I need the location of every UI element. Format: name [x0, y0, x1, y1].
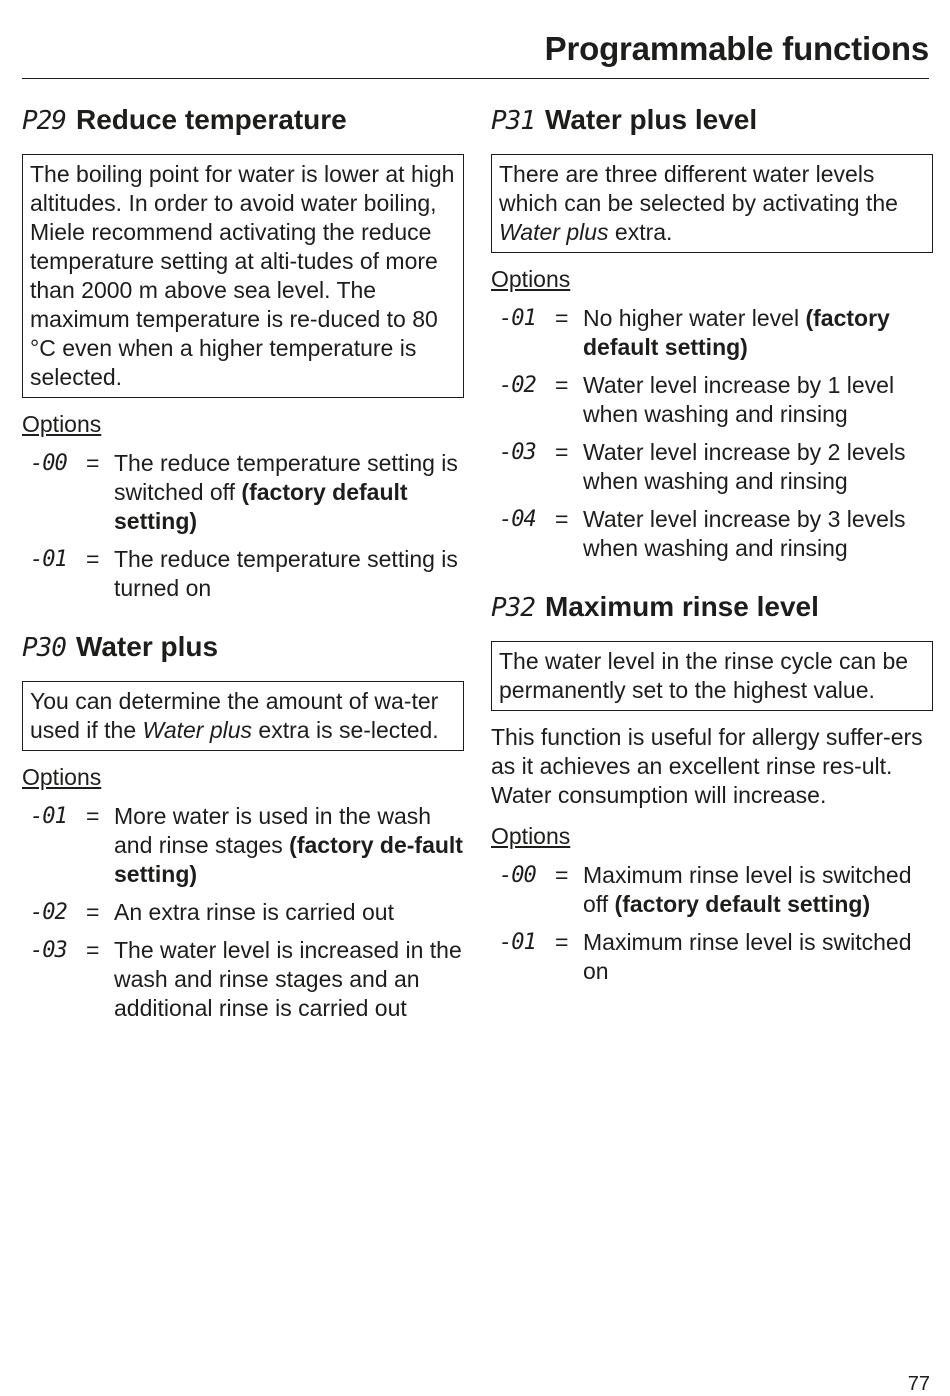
option-row	[491, 505, 933, 563]
option-code: -01	[499, 930, 536, 955]
option-equals: =	[86, 546, 100, 572]
option-description	[583, 438, 933, 496]
factory-default-note: (factory de-fault setting)	[114, 832, 463, 887]
option-list	[491, 861, 933, 986]
options-label: Options	[22, 411, 102, 437]
function-code: P31	[491, 106, 535, 136]
section-p30	[22, 625, 464, 1023]
option-description	[583, 861, 933, 919]
option-description	[114, 449, 464, 536]
option-text: Water level increase by 2 levels when washing and rinsing	[583, 439, 906, 494]
option-equals: =	[86, 450, 100, 476]
option-code: -04	[499, 507, 536, 532]
option-text: The reduce temperature setting is turned on	[114, 546, 458, 601]
section-p29	[22, 98, 464, 603]
page-header	[22, 28, 929, 79]
info-text: There are three different water levels which can be selected by activating the	[499, 161, 898, 216]
section-heading-p31	[491, 98, 933, 142]
info-box: The boiling point for water is lower at high altitudes. In order to avoid water boiling, Miele recommend activating the reduce temperature setting at alti-tudes of more than 2000 m above sea level. The maximum temperature is re-duced to 80 °C even when a higher temperature is selected.	[22, 154, 464, 398]
section-p32	[491, 585, 933, 986]
option-description	[583, 371, 933, 429]
option-equals: =	[555, 862, 569, 888]
option-text: More water is used in the wash and rinse stages	[114, 803, 432, 858]
option-equals: =	[555, 372, 569, 398]
function-code: P29	[22, 106, 66, 136]
info-text: extra.	[608, 219, 673, 245]
info-text-italic: Water plus	[499, 219, 609, 245]
left-column	[22, 98, 464, 1045]
option-description	[583, 928, 933, 986]
info-text-italic: Water plus	[142, 717, 253, 743]
section-heading-p30	[22, 625, 464, 669]
section-title: Maximum rinse level	[544, 591, 819, 622]
option-code: -03	[499, 440, 536, 465]
option-row	[491, 304, 933, 362]
section-title: Water plus level	[544, 104, 758, 135]
option-description	[114, 545, 464, 603]
option-equals: =	[555, 305, 569, 331]
option-equals: =	[555, 506, 569, 532]
info-box	[491, 154, 933, 253]
option-description	[114, 802, 464, 889]
option-row	[22, 936, 464, 1023]
option-text: Water level increase by 3 levels when washing and rinsing	[583, 506, 906, 561]
section-heading-p32	[491, 585, 933, 629]
option-code: -02	[499, 373, 536, 398]
option-list	[22, 449, 464, 603]
option-description	[583, 304, 933, 362]
option-row	[491, 438, 933, 496]
options-label: Options	[491, 823, 571, 849]
option-text: Maximum rinse level is switched on	[583, 929, 912, 984]
options-label: Options	[22, 764, 102, 790]
option-row	[491, 928, 933, 986]
option-row	[22, 802, 464, 889]
option-description	[583, 505, 933, 563]
info-box: The water level in the rinse cycle can be permanently set to the highest value.	[491, 641, 933, 711]
description-paragraph: This function is useful for allergy suffer-ers as it achieves an excellent rinse res-ult. Water consumption will increase.	[491, 724, 923, 808]
option-equals: =	[86, 899, 100, 925]
function-code: P30	[22, 633, 66, 663]
option-row	[491, 371, 933, 429]
option-description	[114, 936, 464, 1023]
option-text: No higher water level	[583, 305, 806, 331]
options-label: Options	[491, 266, 571, 292]
section-title: Reduce temperature	[75, 104, 347, 135]
option-code: -01	[499, 306, 536, 331]
option-row	[22, 449, 464, 536]
option-list	[22, 802, 464, 1023]
section-p31	[491, 98, 933, 563]
option-row	[491, 861, 933, 919]
function-code: P32	[491, 593, 535, 623]
section-title: Water plus	[75, 631, 219, 662]
factory-default-note: (factory default setting)	[114, 479, 408, 534]
option-code: -03	[30, 938, 67, 963]
option-equals: =	[86, 937, 100, 963]
option-code: -00	[30, 451, 67, 476]
option-equals: =	[555, 439, 569, 465]
option-code: -02	[30, 900, 67, 925]
page-title: Programmable functions	[544, 30, 929, 67]
option-code: -01	[30, 547, 67, 572]
info-text: extra is se-lected.	[252, 717, 439, 743]
option-text: An extra rinse is carried out	[114, 899, 394, 925]
option-row	[22, 545, 464, 603]
option-row	[22, 898, 464, 927]
section-heading-p29	[22, 98, 464, 142]
right-column	[491, 98, 933, 1008]
option-list	[491, 304, 933, 563]
info-box	[22, 681, 464, 751]
option-text: Water level increase by 1 level when washing and rinsing	[583, 372, 895, 427]
option-equals: =	[555, 929, 569, 955]
option-text: Maximum rinse level is switched off	[583, 862, 912, 917]
page-number: 77	[907, 1373, 930, 1395]
option-code: -00	[499, 863, 536, 888]
option-description	[114, 898, 464, 927]
factory-default-note: (factory default setting)	[614, 891, 871, 917]
option-equals: =	[86, 803, 100, 829]
option-code: -01	[30, 804, 67, 829]
factory-default-note: (factory default setting)	[583, 305, 890, 360]
option-text: The water level is increased in the wash and rinse stages and an additional rinse is carried out	[114, 937, 462, 1021]
info-text: You can determine the amount of wa-ter used if the	[30, 688, 439, 743]
option-text: The reduce temperature setting is switched off	[114, 450, 458, 505]
